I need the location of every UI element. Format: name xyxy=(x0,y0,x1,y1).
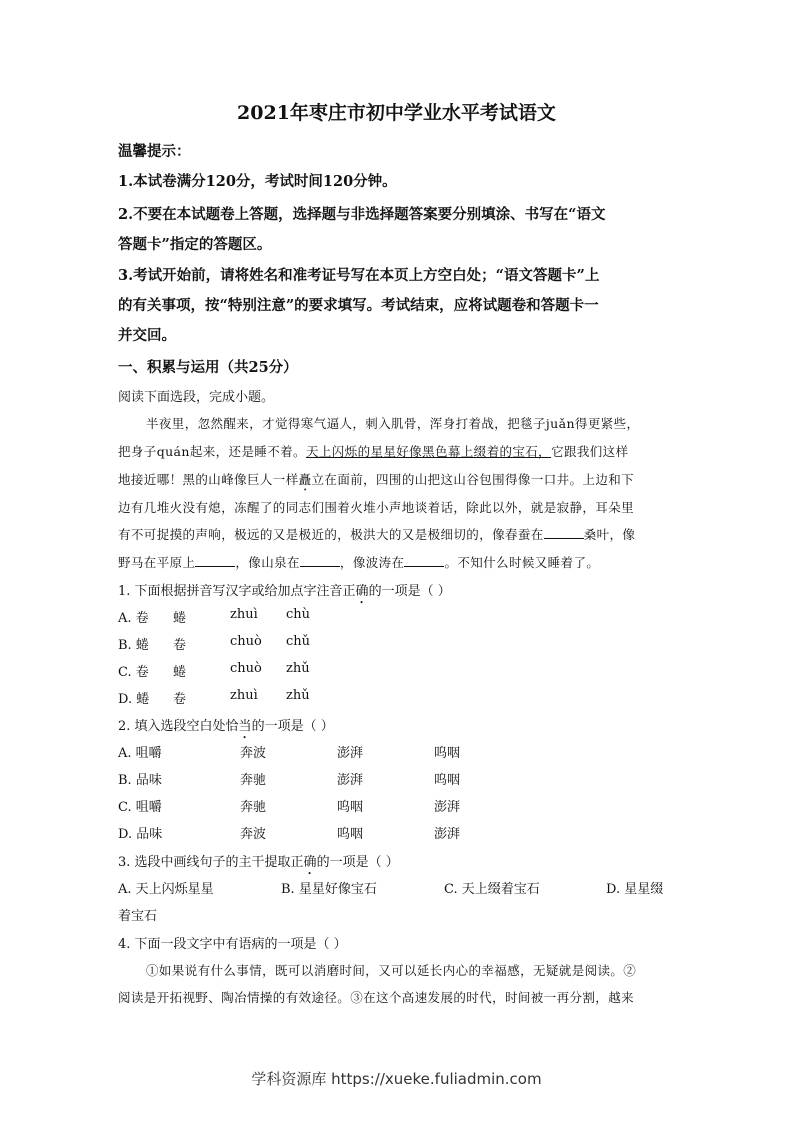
blank-2 xyxy=(195,554,235,567)
q1-d-col4: zhǔ xyxy=(286,688,310,703)
q3-dotted-char: 确 xyxy=(303,855,317,870)
q2-b-col2: 奔驰 xyxy=(240,773,267,788)
q1-c-col2: 蜷 xyxy=(173,665,187,680)
q1-b-col4: chǔ xyxy=(286,634,311,649)
q3-stem xyxy=(118,851,399,878)
q2-d-col4: 澎湃 xyxy=(434,827,461,842)
q3-option-a: A. 天上闪烁星星 xyxy=(118,882,214,897)
q3-stem-start: 3. 选段中画线句子的主干提取正 xyxy=(118,855,304,870)
underlined-sentence: 天上闪烁的星星好像黑色幕上缀着的宝石， xyxy=(305,444,552,459)
q2-c-col3: 呜咽 xyxy=(337,800,364,815)
q1-d-col3: zhuì xyxy=(230,688,258,703)
passage-line-5-end: 桑叶，像 xyxy=(583,527,636,542)
q1-a-col3: zhuì xyxy=(230,607,258,622)
q2-dotted-char: 当 xyxy=(238,719,252,734)
q1-c-label: C. 卷 xyxy=(118,665,149,680)
q1-c-col4: zhǔ xyxy=(286,661,310,676)
q1-b-label: B. 蜷 xyxy=(118,638,149,653)
passage-line-2 xyxy=(118,442,628,460)
passage-line-5 xyxy=(118,525,635,543)
footer-watermark: 学科资源库 https://xueke.fuliadmin.com xyxy=(251,1070,542,1088)
passage-line-6-b: ，像山泉在 xyxy=(235,555,300,570)
q3-option-c: C. 天上缀着宝石 xyxy=(444,882,540,897)
blank-3 xyxy=(300,554,340,567)
passage-line-3-end: 立在面前，四围的山把这山谷包围得像一口井。上边和下 xyxy=(311,472,635,487)
section-heading: 一、积累与运用（共25分） xyxy=(118,359,298,376)
q2-stem-end: 的一项是（ ） xyxy=(251,719,334,734)
q2-b-col3: 澎湃 xyxy=(337,773,364,788)
q1-a-col2: 蜷 xyxy=(173,611,187,626)
page-title: 2021年枣庄市初中学业水平考试语文 xyxy=(237,102,556,124)
blank-1 xyxy=(544,526,584,539)
q2-b-label: B. 品味 xyxy=(118,773,162,788)
q2-stem-start: 2. 填入选段空白处恰 xyxy=(118,719,239,734)
tip-item-3-line-2: 的有关事项，按“特别注意”的要求填写。考试结束，应将试题卷和答题卡一 xyxy=(118,297,599,314)
q1-stem xyxy=(118,580,451,607)
q1-a-label: A. 卷 xyxy=(118,611,149,626)
q3-stem-end: 的一项是（ ） xyxy=(316,855,399,870)
q4-stem: 4. 下面一段文字中有语病的一项是（ ） xyxy=(118,937,347,952)
blank-4 xyxy=(404,554,444,567)
q2-d-col3: 呜咽 xyxy=(337,827,364,842)
q2-b-col4: 呜咽 xyxy=(434,773,461,788)
q1-b-col3: chuò xyxy=(230,634,262,649)
q1-stem-end: 的一项是（ ） xyxy=(368,584,451,599)
passage-line-2-start: 把身子quán起来，还是睡不着。 xyxy=(118,444,306,459)
dotted-char-chu: 矗 xyxy=(298,472,312,487)
passage-line-6-a: 野马在平原上 xyxy=(118,555,196,570)
q1-b-col2: 卷 xyxy=(173,638,187,653)
q1-c-col3: chuò xyxy=(230,661,262,676)
tip-item-2-line-1: 2.不要在本试题卷上答题，选择题与非选择题答案要分别填涂、书写在“语文 xyxy=(118,206,606,223)
passage-line-6 xyxy=(118,553,599,571)
q2-d-label: D. 品味 xyxy=(118,827,163,842)
q2-c-col4: 澎湃 xyxy=(434,800,461,815)
q1-d-col2: 卷 xyxy=(173,692,187,707)
q1-d-label: D. 蜷 xyxy=(118,692,150,707)
tip-item-1: 1.本试卷满分120分，考试时间120分钟。 xyxy=(118,173,397,190)
tip-item-3-line-3: 并交回。 xyxy=(118,327,176,344)
q2-a-col4: 呜咽 xyxy=(434,746,461,761)
q2-c-label: C. 咀嚼 xyxy=(118,800,162,815)
q1-stem-start: 1. 下面根据拼音写汉字或给加点字注音正 xyxy=(118,584,356,599)
passage-line-3 xyxy=(118,470,634,494)
q1-a-col4: chù xyxy=(286,607,311,622)
tips-heading: 温馨提示： xyxy=(118,143,191,160)
q2-a-col3: 澎湃 xyxy=(337,746,364,761)
q3-option-d-cont: 着宝石 xyxy=(118,909,158,924)
tip-item-2-line-2: 答题卡”指定的答题区。 xyxy=(118,236,272,253)
passage-line-1: 半夜里，忽然醒来，才觉得寒气逼人，刺入肌骨，浑身打着战，把毯子juǎn得更紧些， xyxy=(146,416,640,431)
q1-dotted-char: 确 xyxy=(355,584,369,599)
passage-line-6-c: ，像波涛在 xyxy=(339,555,405,570)
section-instruction: 阅读下面选段，完成小题。 xyxy=(118,390,275,405)
q2-stem xyxy=(118,715,334,742)
passage-line-5-start: 有不可捉摸的声响，极远的又是极近的，极洪大的又是极细切的，像春蚕在 xyxy=(118,527,544,542)
q4-passage-line-2: 阅读是开拓视野、陶冶情操的有效途径。③在这个高速发展的时代，时间被一再分割，越来 xyxy=(118,990,635,1005)
passage-line-2-end: 它跟我们这样 xyxy=(551,444,629,459)
passage-line-4: 边有几堆火没有熄，冻醒了的同志们围着火堆小声地谈着话，除此以外，就是寂静，耳朵里 xyxy=(118,500,635,515)
q3-option-b: B. 星星好像宝石 xyxy=(281,882,377,897)
q4-passage-line-1: ①如果说有什么事情，既可以消磨时间，又可以延长内心的幸福感，无疑就是阅读。② xyxy=(146,963,637,978)
tip-item-3-line-1: 3.考试开始前，请将姓名和准考证号写在本页上方空白处；“语文答题卡”上 xyxy=(118,267,600,284)
q2-d-col2: 奔波 xyxy=(240,827,267,842)
q2-a-label: A. 咀嚼 xyxy=(118,746,162,761)
q3-option-d: D. 星星缀 xyxy=(606,882,664,897)
q2-c-col2: 奔驰 xyxy=(240,800,267,815)
q2-a-col2: 奔波 xyxy=(240,746,267,761)
passage-line-3-start: 地接近哪！黑的山峰像巨人一样 xyxy=(118,472,299,487)
passage-line-6-d: 。不知什么时候又睡着了。 xyxy=(444,555,600,570)
